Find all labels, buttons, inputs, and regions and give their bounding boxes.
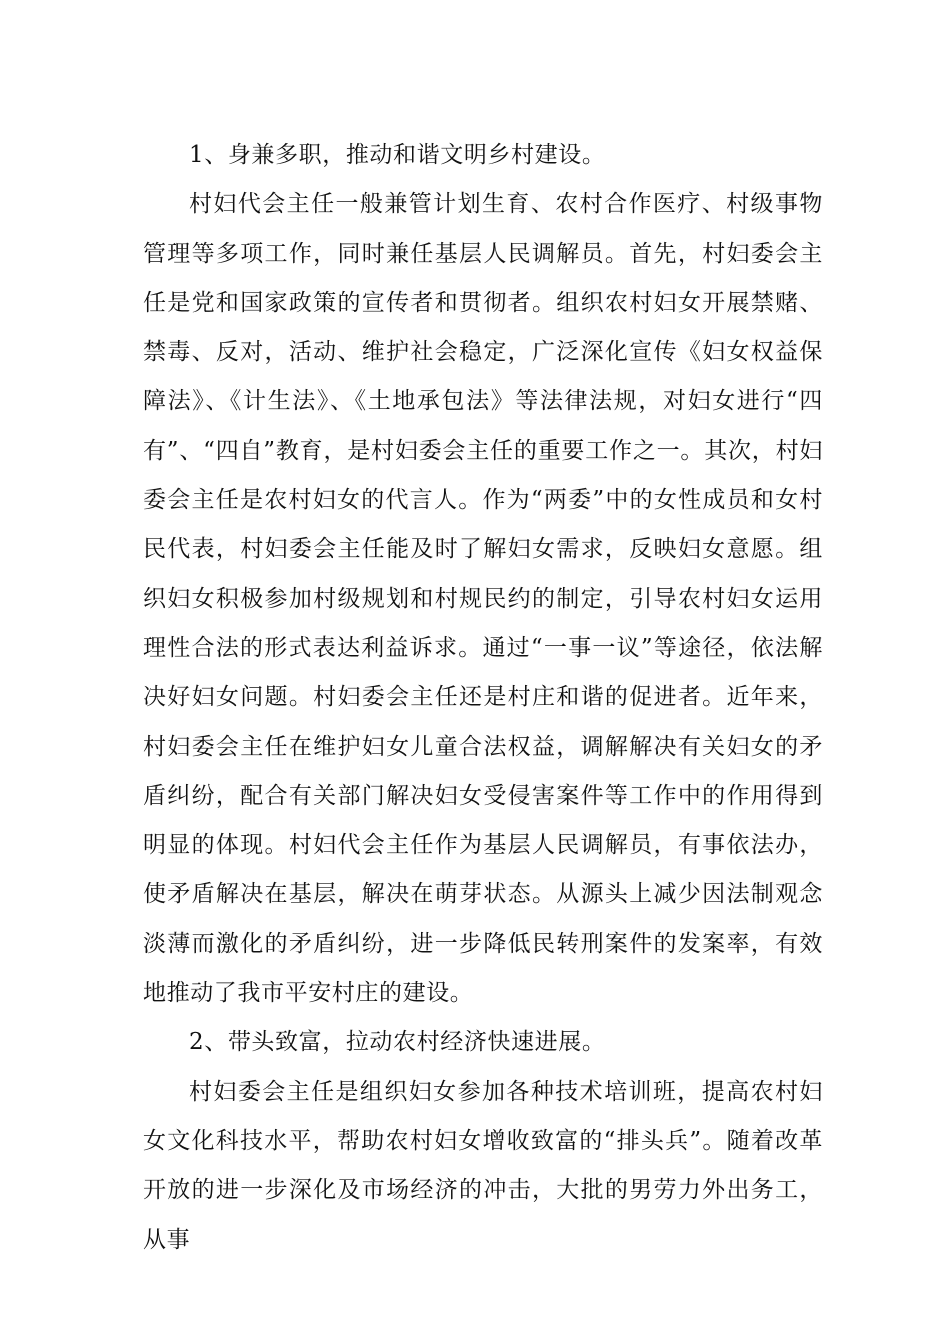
body-paragraph-2: 村妇委会主任是组织妇女参加各种技术培训班，提高农村妇女文化科技水平，帮助农村妇女增收致富的“排头兵”。随着改革开放的进一步深化及市场经济的冲击，大批的男劳力外出务工，从事 <box>143 1078 823 1253</box>
section-heading-2: 2、带头致富，拉动农村经济快速进展。 <box>189 1029 606 1056</box>
document-body <box>143 131 823 1265</box>
body-paragraph-1: 村妇代会主任一般兼管计划生育、农村合作医疗、村级事物管理等多项工作，同时兼任基层人民调解员。首先，村妇委会主任是党和国家政策的宣传者和贯彻者。组织农村妇女开展禁赌、禁毒、反对，活动、维护社会稳定，广泛深化宣传《妇女权益保障法》、《计生法》、《土地承包法》等法律法规，对妇女进行“四有”、“四自”教育，是村妇委会主任的重要工作之一。其次，村妇委会主任是农村妇女的代言人。作为“两委”中的女性成员和女村民代表，村妇委会主任能及时了解妇女需求，反映妇女意愿。组织妇女积极参加村级规划和村规民约的制定，引导农村妇女运用理性合法的形式表达利益诉求。通过“一事一议”等途径，依法解决好妇女问题。村妇委会主任还是村庄和谐的促进者。近年来，村妇委会主任在维护妇女儿童合法权益，调解解决有关妇女的矛盾纠纷，配合有关部门解决妇女受侵害案件等工作中的作用得到明显的体现。村妇代会主任作为基层人民调解员，有事依法办，使矛盾解决在基层，解决在萌芽状态。从源头上减少因法制观念淡薄而激化的矛盾纠纷，进一步降低民转刑案件的发案率，有效地推动了我市平安村庄的建设。 <box>143 191 823 1007</box>
section-heading-1: 1、身兼多职，推动和谐文明乡村建设。 <box>189 142 606 168</box>
